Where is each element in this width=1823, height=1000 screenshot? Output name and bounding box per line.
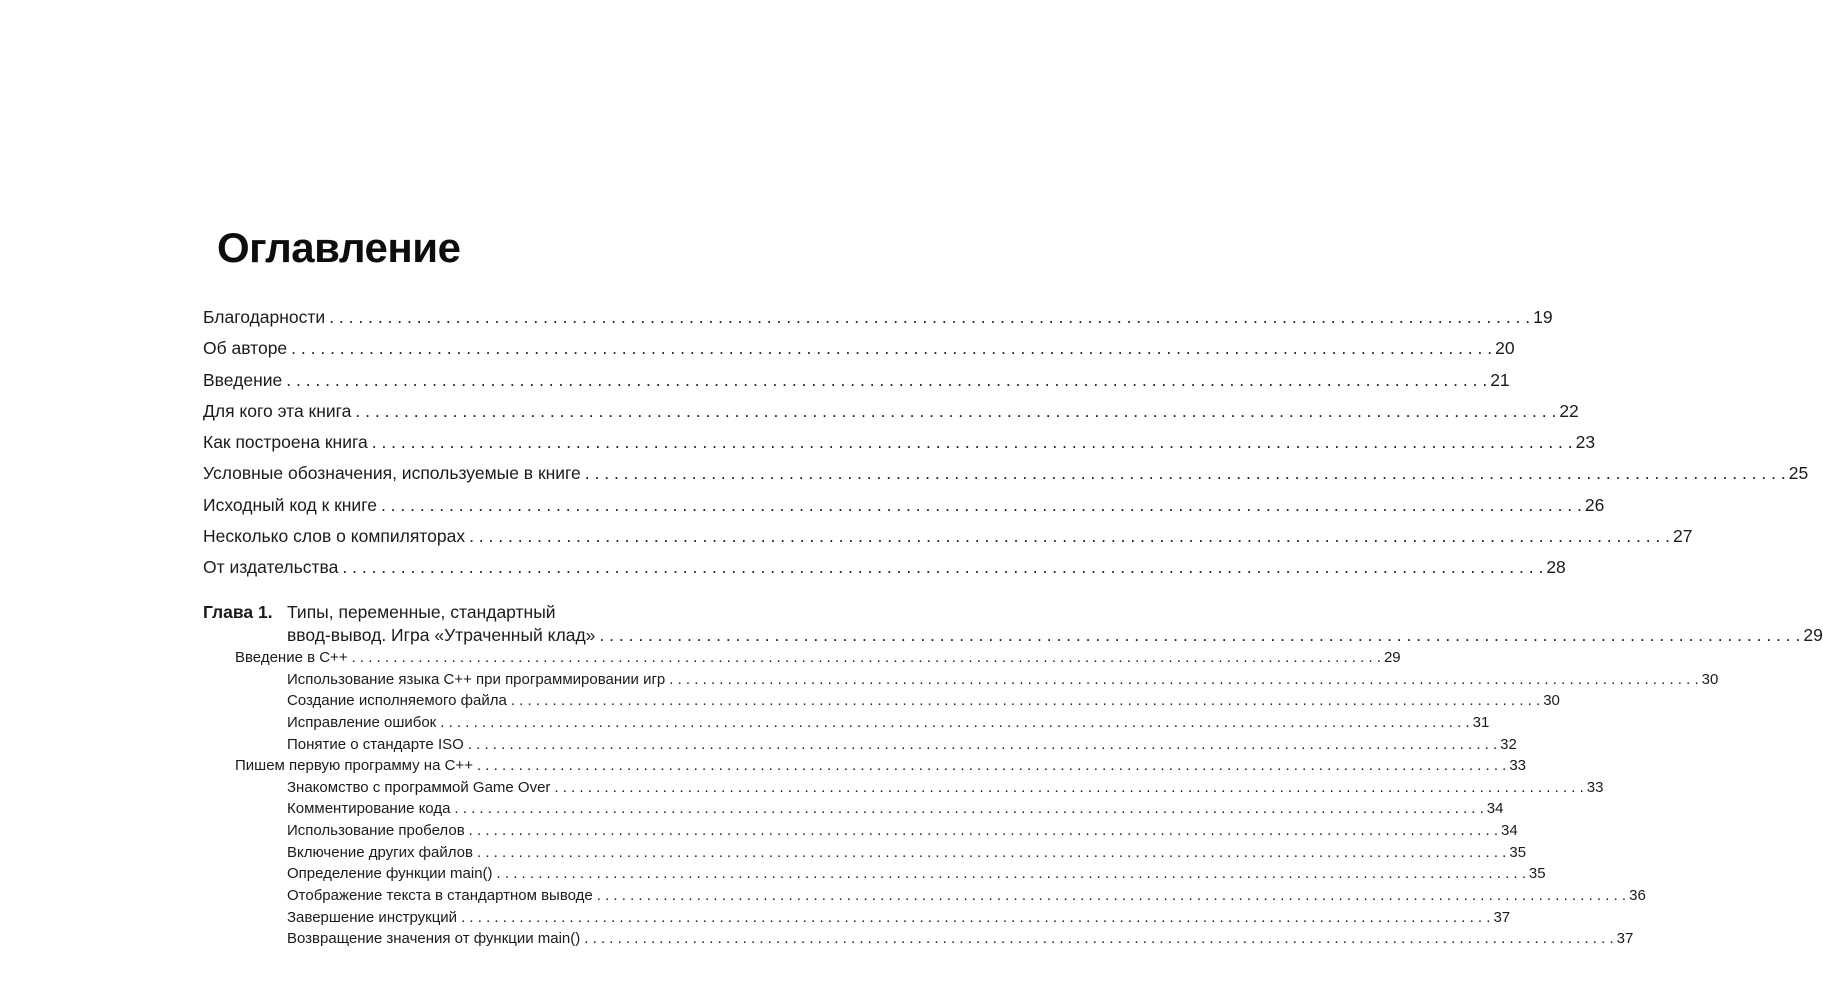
toc-entry-label: Знакомство с программой Game Over — [287, 778, 551, 796]
toc-entry-page: 32 — [1500, 735, 1517, 753]
toc-entry — [203, 557, 1566, 588]
toc-entry-label: Понятие о стандарте ISO — [287, 735, 464, 753]
toc-section-entry — [203, 778, 1604, 801]
toc-entry-page: 22 — [1559, 400, 1579, 421]
chapter-heading — [203, 601, 1823, 646]
toc-entry-label: Введение в C++ — [235, 649, 348, 666]
dot-leader — [329, 307, 1530, 328]
dot-leader — [585, 463, 1786, 484]
dot-leader — [352, 649, 1381, 666]
toc-entry-page: 30 — [1543, 692, 1560, 710]
toc-entry-page: 19 — [1533, 307, 1553, 327]
toc-chapter-1 — [203, 601, 1823, 952]
toc-entry — [203, 432, 1596, 463]
toc-section-entry — [203, 800, 1504, 822]
toc-entry-page: 30 — [1701, 670, 1719, 688]
toc-entry-label: Использование языка C++ при программировании игр — [287, 670, 666, 688]
dot-leader — [597, 887, 1626, 904]
toc-entry-page: 28 — [1546, 557, 1566, 578]
dot-leader — [381, 495, 1582, 516]
toc-entry-label: Использование пробелов — [287, 822, 465, 840]
dot-leader — [468, 736, 1497, 753]
toc-entry — [203, 338, 1515, 369]
toc-entry-page: 33 — [1509, 757, 1527, 775]
toc-entry-label: Как построена книга — [203, 432, 368, 453]
dot-leader — [342, 557, 1543, 578]
toc-section-entry — [203, 670, 1719, 693]
toc-section-entry — [203, 908, 1511, 931]
toc-entry-page: 35 — [1528, 865, 1546, 883]
toc-front-matter — [203, 307, 1809, 589]
page-title: Оглавление — [217, 224, 461, 271]
toc-entry-label: Условные обозначения, используемые в книге — [203, 463, 581, 484]
toc-entry-page: 37 — [1493, 908, 1511, 926]
chapter-title — [287, 601, 1823, 646]
toc-entry-label: Введение — [203, 369, 283, 390]
dot-leader — [477, 844, 1506, 861]
toc-entry-page: 21 — [1490, 369, 1510, 390]
toc-entry-label: Благодарности — [203, 307, 326, 327]
dot-leader — [477, 757, 1506, 774]
toc-sections — [203, 649, 1719, 952]
toc-entry-label: Возвращение значения от функции main() — [287, 930, 581, 948]
toc-entry-page: 29 — [1383, 649, 1401, 666]
toc-entry-label: Включение других файлов — [287, 843, 473, 861]
toc-section-entry — [203, 887, 1646, 909]
toc-entry-label: Определение функции main() — [287, 865, 493, 883]
toc-entry — [203, 494, 1605, 526]
toc-entry-page: 33 — [1586, 778, 1604, 796]
dot-leader — [355, 401, 1556, 422]
toc-entry-page: 27 — [1673, 526, 1693, 547]
chapter-title-line1: Типы, переменные, стандартный — [287, 602, 556, 622]
toc-section-entry — [203, 649, 1401, 671]
toc-entry — [203, 307, 1553, 338]
dot-leader — [469, 822, 1498, 839]
toc-entry — [203, 400, 1579, 432]
toc-section-entry — [203, 713, 1490, 736]
dot-leader — [599, 624, 1800, 647]
toc-entry — [203, 526, 1693, 557]
toc-entry — [203, 369, 1510, 401]
toc-entry-label: Создание исполняемого файла — [287, 692, 507, 710]
toc-entry-page: 37 — [1616, 930, 1634, 948]
dot-leader — [511, 692, 1540, 709]
toc-entry-page: 34 — [1486, 800, 1504, 818]
dot-leader — [584, 930, 1613, 947]
toc-entry-page: 23 — [1575, 432, 1596, 453]
toc-entry — [203, 463, 1809, 494]
chapter-title-line2-row — [287, 624, 1823, 647]
dot-leader — [440, 714, 1469, 731]
toc-section-entry — [203, 865, 1546, 887]
dot-leader — [469, 526, 1670, 547]
toc-entry-page: 26 — [1584, 494, 1605, 515]
dot-leader — [554, 779, 1583, 796]
toc-entry-label: Об авторе — [203, 338, 288, 359]
toc-section-entry — [203, 692, 1560, 714]
toc-entry-label: Несколько слов о компиляторах — [203, 526, 466, 547]
toc-entry-label: Исходный код к книге — [203, 494, 377, 515]
toc-entry-page: 25 — [1788, 463, 1809, 484]
dot-leader — [461, 909, 1490, 926]
dot-leader — [372, 432, 1573, 453]
toc-entry-page: 20 — [1495, 338, 1515, 359]
toc-entry-page: 36 — [1629, 887, 1646, 905]
toc-entry-page: 34 — [1501, 822, 1518, 840]
toc-section-entry — [203, 930, 1634, 952]
toc-entry-label: Отображение текста в стандартном выводе — [287, 887, 593, 905]
toc-entry-label: Комментирование кода — [287, 800, 451, 818]
toc-section-entry — [203, 843, 1527, 866]
toc-entry-page: 31 — [1472, 713, 1490, 731]
dot-leader — [291, 338, 1492, 359]
toc-entry-page: 35 — [1509, 843, 1527, 861]
toc-entry-label: Завершение инструкций — [287, 908, 458, 926]
dot-leader — [669, 671, 1698, 688]
toc-entry-label: Исправление ошибок — [287, 713, 437, 731]
toc-section-entry — [203, 822, 1518, 844]
dot-leader — [497, 865, 1526, 882]
chapter-page: 29 — [1803, 624, 1823, 645]
toc-section-entry — [203, 735, 1517, 758]
toc-entry-label: Пишем первую программу на C++ — [235, 757, 473, 775]
chapter-number: Глава 1. — [203, 602, 273, 622]
dot-leader — [454, 800, 1483, 817]
chapter-title-line2: ввод-вывод. Игра «Утраченный клад» — [287, 624, 596, 645]
toc-section-entry — [203, 757, 1527, 779]
dot-leader — [286, 370, 1487, 391]
toc-entry-label: Для кого эта книга — [203, 400, 352, 421]
toc-entry-label: От издательства — [203, 557, 339, 578]
